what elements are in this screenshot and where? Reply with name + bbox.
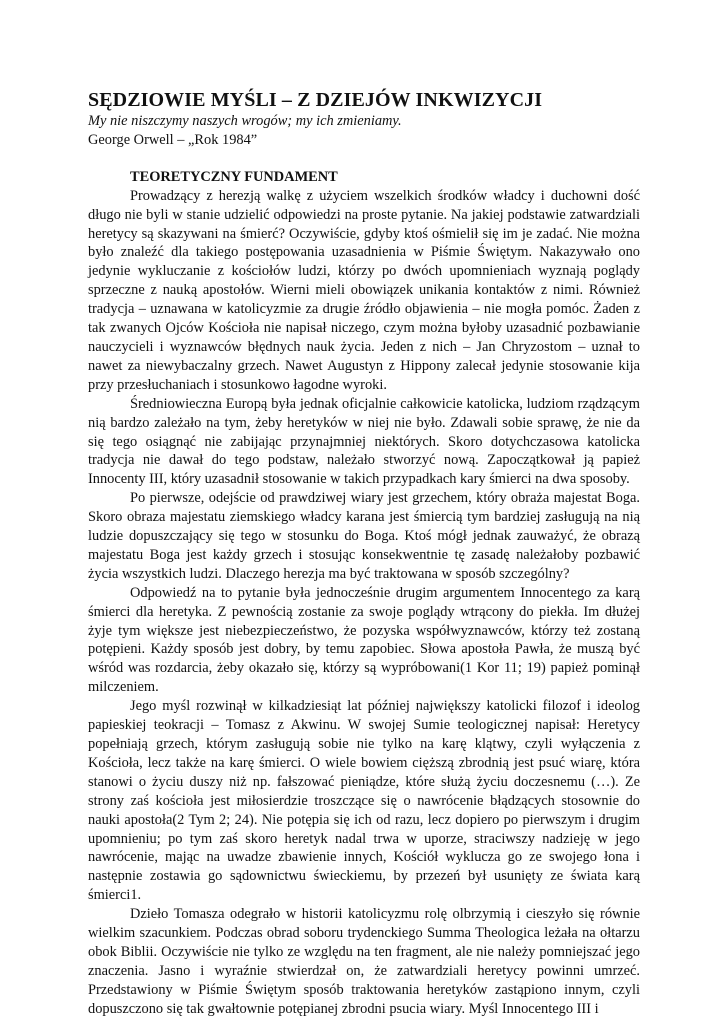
paragraph: Odpowiedź na to pytanie była jednocześnie drugim argumentem Innocentego za karą śmierci dla heretyka. Z pewnością zostanie za swoje poglądy wtrącony do piekła. Im dłużej żyje tym większe jest niebezpieczeństwo, że pozyska współwyznawców, którzy też zostaną potępieni. Każdy sposób jest dobry, by temu zapobiec. Słowa apostoła Pawła, że muszą być wśród was rozdarcia, żeby okazało się, którzy są wypróbowani(1 Kor 11; 19) papież pominął milczeniem. xyxy=(88,584,640,696)
epigraph-quote: My nie niszczymy naszych wrogów; my ich zmieniamy. xyxy=(88,113,402,129)
document-page xyxy=(88,88,640,1019)
paragraph: Dzieło Tomasza odegrało w historii katolicyzmu rolę olbrzymią i cieszyło się równie wielkim szacunkiem. Podczas obrad soboru trydenckiego Summa Theologica leżała na ołtarzu obok Biblii. Oczywiście nie tylko ze względu na ten fragment, ale nie należy pomniejszać jego znaczenia. Jasno i wyraźnie stwierdzał on, że zatwardziali heretycy powinni umrzeć. Przedstawiony w Piśmie Świętym sposób traktowania heretyków zastąpiono innym, czyli dopuszczono się tak gwałtownie potępianej zbrodni psucia wiary. Myśl Innocentego III i xyxy=(88,906,640,1017)
paragraph: Prowadzący z herezją walkę z użyciem wszelkich środków władcy i duchowni dość długo nie byli w stanie udzielić odpowiedzi na proste pytanie. Na jakiej podstawie zatwardziali heretycy są skazywani na śmierć? Oczywiście, gdyby ktoś ośmielił się im je zadać. Nie można było znaleźć dla takiego postępowania uzasadnienia w Piśmie Świętym. Nakazywało ono jedynie wykluczanie z kościołów ludzi, którzy po dwóch upomnieniach wyznają poglądy sprzeczne z nauką apostołów. Wierni mieli obowiązek unikania kontaktów z nimi. Również tradycja – uznawana w katolicyzmie za drugie źródło objawienia – nie mogła pomóc. Żaden z tak zwanych Ojców Kościoła nie napisał niczego, czym można byłoby uzasadnić pozbawianie nauczycieli i wyznawców błędnych nauk życia. Jeden z nich – Jan Chryzostom – uznał to nawet za niewybaczalny grzech. Nawet Augustyn z Hippony zalecał jedynie stosowanie kija przy przesłuchaniach i stosunkowo łagodne wyroki. xyxy=(88,187,640,393)
section-heading: TEORETYCZNY FUNDAMENT xyxy=(130,168,338,185)
paragraph: Jego myśl rozwinął w kilkadziesiąt lat później największy katolicki filozof i ideolog papieskiej teokracji – Tomasz z Akwinu. W swojej Sumie teologicznej napisał: Heretycy popełniają grzech, którym zasługują sobie nie tylko na karę klątwy, czyli wyłączenia z Kościoła, lecz także na karę śmierci. O wiele bowiem cięższą zbrodnią jest psuć wiarę, która stanowi o życiu duszy niż np. fałszować pieniądze, które służą życiu doczesnemu (…). Ze strony zaś kościoła jest miłosierdzie troszczące się o nawrócenie błądzących stosownie do nauki apostoła(2 Tym 2; 24). Nie potępia się ich od razu, lecz dopiero po pierwszym i drugim upomnieniu; po tym zaś skoro heretyk nadal trwa w uporze, straciwszy nadzieję w jego nawrócenie, mając na uwadze zbawienie innych, Kościół wyklucza go ze swojego łona i następnie zostawia go sądownictwu świeckiemu, by przezeń był usunięty ze świata karą śmierci1. xyxy=(88,698,640,904)
paragraph: Po pierwsze, odejście od prawdziwej wiary jest grzechem, który obraża majestat Boga. Skoro obraza majestatu ziemskiego władcy karana jest śmiercią tym bardziej zasługują na nią ludzie dopuszczający się tego w stosunku do Boga. Ktoś mógł jednak zauważyć, że obrazą majestatu Boga jest każdy grzech i stosując konsekwentnie tę zasadę należałoby pozbawić życia wszystkich ludzi. Dlaczego herezja ma być traktowana w sposób szczególny? xyxy=(88,490,640,582)
epigraph-author: George Orwell – „Rok 1984” xyxy=(88,131,258,148)
paragraph: Średniowieczna Europą była jednak oficjalnie całkowicie katolicka, ludziom rządzącym nią bardzo zależało na tym, żeby heretyków w niej nie było. Zdawali sobie sprawę, że nie da się tego osiągnąć nie zabijając przynajmniej niektórych. Skoro dotychczasowa katolicka tradycja nie dawał do tego podstaw, należało stworzyć nową. Zapoczątkował ją papież Innocenty III, który uzasadnił stosowanie w takich przypadkach kary śmierci na dwa sposoby. xyxy=(88,395,640,488)
document-title: SĘDZIOWIE MYŚLI – Z DZIEJÓW INKWIZYCJI xyxy=(88,89,543,111)
